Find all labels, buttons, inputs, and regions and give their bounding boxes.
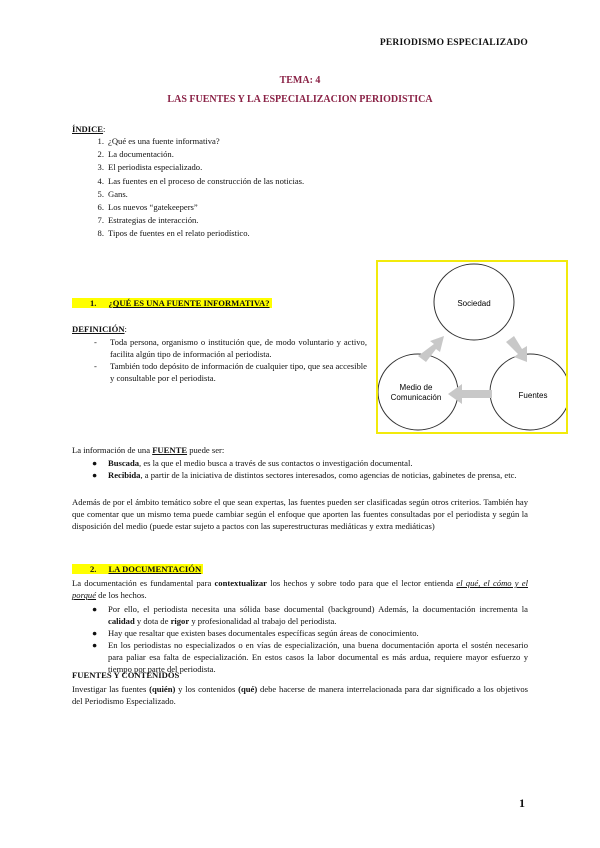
sources-cycle-diagram bbox=[376, 260, 568, 434]
criteria-paragraph: Además de por el ámbito temático sobre el que sean expertas, las fuentes pueden ser clasificadas según otros criterios. También hay que comentar que un mismo tema puede cambiar según el enfoque que aporten las fuentes consultadas por el periodista y según la disposición del medio (puede estar sujeto a pactos con las superestructuras mediáticas y extra mediáticas) bbox=[72, 497, 528, 531]
sources-contents-paragraph: Investigar las fuentes (quién) y los contenidos (qué) debe hacerse de manera interrelacionada para dar significado a los objetivos del Periodismo Especializado. bbox=[72, 684, 528, 706]
node-medio bbox=[378, 354, 458, 430]
documentation-paragraph: La documentación es fundamental para contextualizar los hechos y sobre todo para que el lector entienda el qué, el cómo y el porqué de los hechos. bbox=[72, 578, 528, 600]
label-sociedad: Sociedad bbox=[457, 299, 491, 308]
bullet-item: ● Por ello, el periodista necesita una sólida base documental (background) Además, la documentación incrementa la calidad y dota de rigor y profesionalidad al trabajo del periodista. bbox=[92, 604, 528, 626]
bullet-item: ● Buscada, es la que el medio busca a través de sus contactos o investigación documental. bbox=[92, 458, 413, 468]
index-item: 6. Los nuevos “gatekeepers” bbox=[97, 201, 198, 212]
index-heading: ÍNDICE: bbox=[72, 124, 106, 134]
bullet-item: ● Hay que resaltar que existen bases documentales específicas según áreas de conocimiento. bbox=[92, 628, 419, 638]
index-list bbox=[72, 135, 304, 241]
running-header: PERIODISMO ESPECIALIZADO bbox=[379, 38, 528, 48]
section3-heading: FUENTES Y CONTENIDOS bbox=[72, 670, 180, 680]
section2-heading: 2. LA DOCUMENTACIÓN bbox=[72, 563, 203, 575]
definition-item: - También todo depósito de información de cualquier tipo, que sea accesible y consultable por el periodista. bbox=[94, 361, 367, 383]
bullet-item: ● En los periodistas no especializados o en vías de especialización, una buena documentación aporta el sostén necesario para paliar esa falta de especialización. En estos casos la labor documental es más ardua, requiere mayor esfuerzo y tiempo por parte del periodista. bbox=[92, 640, 528, 674]
documentation-bullets bbox=[72, 603, 528, 675]
fuente-intro: La información de una FUENTE puede ser: bbox=[72, 445, 225, 455]
index-item: 5. Gans. bbox=[97, 188, 128, 199]
definition-list bbox=[72, 336, 367, 384]
section1-heading: 1. ¿QUÉ ES UNA FUENTE INFORMATIVA? bbox=[72, 297, 272, 309]
bullet-item: ● Recibida, a partir de la iniciativa de distintos sectores interesados, como agencias de noticias, gabinetes de prensa, etc. bbox=[92, 470, 517, 480]
tema-number: TEMA: 4 bbox=[279, 75, 321, 86]
index-item: 2. La documentación. bbox=[97, 149, 174, 160]
index-item: 1. ¿Qué es una fuente informativa? bbox=[97, 136, 220, 146]
label-medio-1: Medio de bbox=[399, 383, 433, 392]
index-item: 7. Estrategias de interacción. bbox=[97, 215, 199, 226]
definicion-label: DEFINICIÓN: bbox=[72, 324, 127, 334]
definition-item: - Toda persona, organismo o institución que, de modo voluntario y activo, facilita algún tipo de información al periodista. bbox=[94, 337, 367, 359]
label-medio-2: Comunicación bbox=[390, 393, 442, 402]
tema-title: LAS FUENTES Y LA ESPECIALIZACION PERIODISTICA bbox=[167, 94, 433, 105]
index-item: 8. Tipos de fuentes en el relato periodístico. bbox=[97, 228, 250, 239]
cycle-svg bbox=[378, 262, 566, 432]
fuente-bullets bbox=[72, 457, 528, 481]
index-item: 4. Las fuentes en el proceso de construcción de las noticias. bbox=[97, 175, 305, 186]
index-item: 3. El periodista especializado. bbox=[97, 162, 203, 173]
page-number: 1 bbox=[519, 796, 525, 810]
label-fuentes: Fuentes bbox=[518, 391, 548, 400]
